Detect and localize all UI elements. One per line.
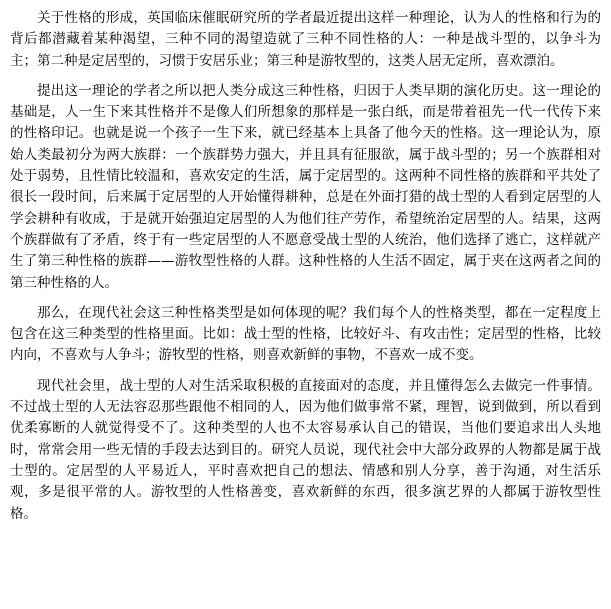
article-body <box>10 8 601 525</box>
paragraph: 那么，在现代社会这三种性格类型是如何体现的呢？我们每个人的性格类型，都在一定程度上包含在这三种类型的性格里面。比如：战士型的性格，比较好斗、有攻击性；定居型的性格，比较内向，不喜欢与人争斗；游牧型的性格，则喜欢新鲜的事物，不喜欢一成不变。 <box>10 304 601 364</box>
paragraph: 关于性格的形成，英国临床催眠研究所的学者最近提出这样一种理论，认为人的性格和行为的背后都潜藏着某种渴望，三种不同的渴望造就了三种不同性格的人：一种是战斗型的，以争斗为主；第二种是定居型的，习惯于安居乐业；第三种是游牧型的，这类人居无定所，喜欢漂泊。 <box>10 10 601 69</box>
paragraph: 提出这一理论的学者之所以把人类分成这三种性格，归因于人类早期的演化历史。这一理论的基础是，人一生下来其性格并不是像人们所想象的那样是一张白纸，而是带着祖先一代一代传下来的性格印记。也就是说一个孩子一生下来，就已经基本上具备了他今天的性格。这一理论认为，原始人类最初分为两大族群：一个族群势力强大，并且具有征服欲，属于战斗型的；另一个族群相对处于弱势，且性情比较温和，喜欢安定的生活，属于定居型的。这两种不同性格的族群和平共处了很长一段时间，后来属于定居型的人开始懂得耕种，总是在外面打猎的战士型的人看到定居型的人学会耕种有收成，于是就开始强迫定居型的人为他们往产劳作，希望统治定居型的人。结果，这两个族群做有了矛盾，终于有一些定居型的人不愿意受战士型的人统治，他们选择了逃亡，这样就产生了第三种性格的族群——游牧型性格的人群。这种性格的人生活不固定，属于夹在这两者之间的第三种性格的人。 <box>10 82 601 291</box>
paragraph: 现代社会里，战士型的人对生活采取积极的直接面对的态度，并且懂得怎么去做完一件事情。不过战士型的人无法容忍那些跟他不相同的人，因为他们做事常不紧，理智，说到做到，所以看到优柔寡断的人就觉得受不了。这种类型的人也不太容易承认自己的错误，当他们要追求出人头地时，常常会用一些无情的手段去达到目的。研究人员说，现代社会中大部分政界的人物都是属于战士型的。定居型的人平易近人，平时喜欢把自己的想法、情感和别人分享，善于沟通，对生活乐观，多是很平常的人。游牧型的人性格善变，喜欢新鲜的东西，很多演艺界的人都属于游牧型性格。 <box>10 377 601 522</box>
